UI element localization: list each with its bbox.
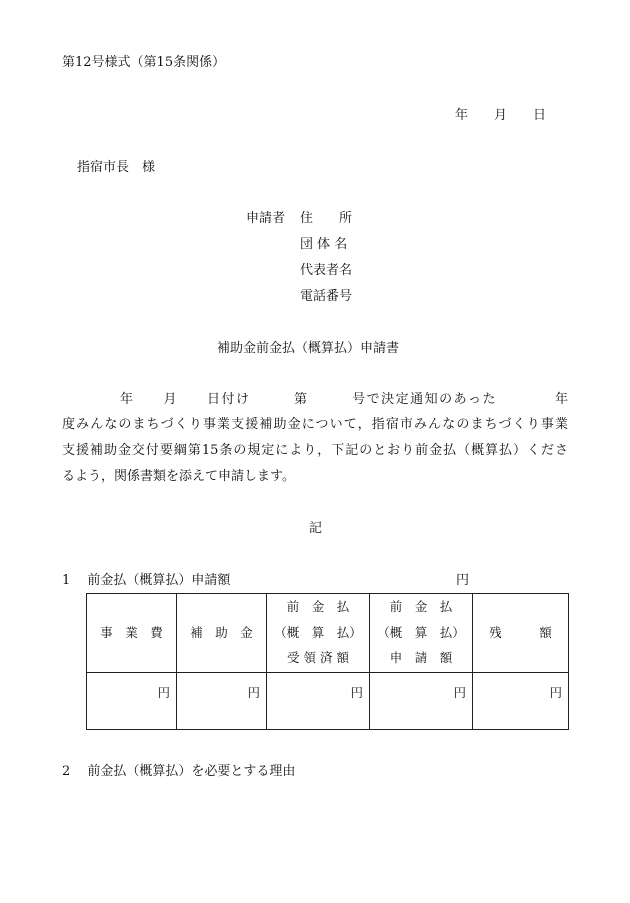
cell-balance[interactable]: 円 <box>473 673 569 730</box>
applicant-organization-label: 団 体 名 <box>300 237 348 252</box>
form-number: 第12号様式（第15条関係） <box>62 55 226 70</box>
item1-label: 1 前金払（概算払）申請額 <box>62 573 231 588</box>
applicant-representative-label: 代表者名 <box>300 263 353 278</box>
amount-table <box>86 593 569 730</box>
applicant-phone-label: 電話番号 <box>300 289 353 304</box>
header-project-cost: 事 業 費 <box>87 594 177 673</box>
cell-requested-advance[interactable]: 円 <box>370 673 473 730</box>
header-requested-advance: 前 金 払 （概 算 払） 申 請 額 <box>370 594 473 673</box>
ki-heading: 記 <box>309 521 323 536</box>
body-line-2: 度みんなのまちづくり事業支援補助金について，指宿市みんなのまちづくり事業 <box>62 417 568 432</box>
item2-label: 2 前金払（概算払）を必要とする理由 <box>62 764 296 779</box>
item1-unit: 円 <box>456 573 470 588</box>
date-line: 年 月 日 <box>455 108 547 123</box>
header-received-advance: 前 金 払 （概 算 払） 受 領 済 額 <box>267 594 370 673</box>
body-line-1: 年 月 日付け 第 号で決定通知のあった 年 <box>62 392 568 407</box>
applicant-address-label: 住 所 <box>300 211 353 226</box>
document-title: 補助金前金払（概算払）申請書 <box>217 341 400 356</box>
cell-subsidy[interactable]: 円 <box>177 673 267 730</box>
body-line-4: るよう，関係書類を添えて申請します。 <box>62 469 295 484</box>
table-row <box>87 673 569 730</box>
table-header-row <box>87 594 569 673</box>
cell-received-advance[interactable]: 円 <box>267 673 370 730</box>
applicant-label: 申請者 <box>246 211 286 226</box>
addressee: 指宿市長 様 <box>77 160 156 175</box>
body-line-3: 支援補助金交付要綱第15条の規定により，下記のとおり前金払（概算払）くださ <box>62 443 568 458</box>
header-balance: 残 額 <box>473 594 569 673</box>
header-subsidy: 補 助 金 <box>177 594 267 673</box>
cell-project-cost[interactable]: 円 <box>87 673 177 730</box>
